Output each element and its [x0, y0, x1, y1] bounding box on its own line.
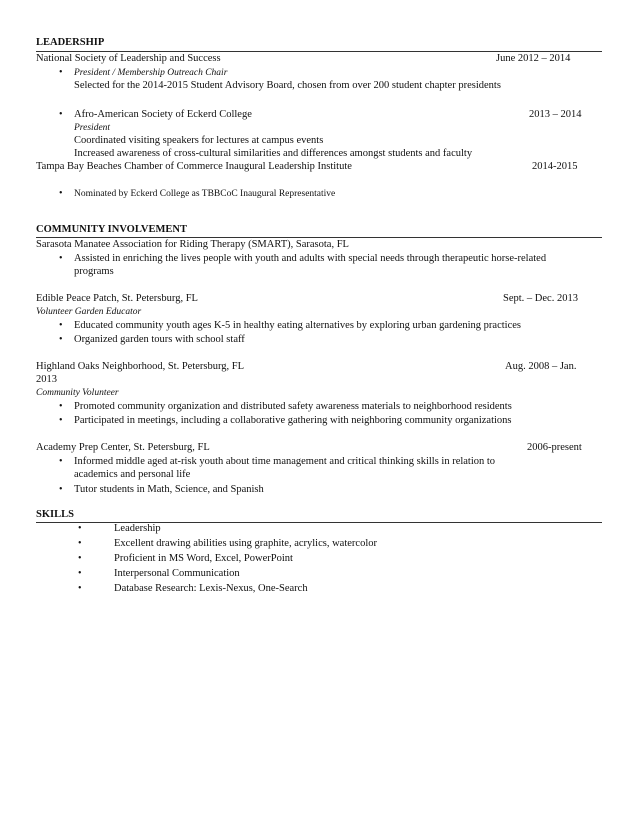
description: Informed middle aged at-risk youth about time management and critical thinking skills in relation to	[74, 456, 496, 467]
bullet-icon: •	[59, 484, 63, 495]
skill-item: Proficient in MS Word, Excel, PowerPoint	[114, 553, 293, 564]
leadership-heading: LEADERSHIP	[36, 37, 105, 48]
org-name: Tampa Bay Beaches Chamber of Commerce Inaugural Leadership Institute	[36, 161, 352, 172]
bullet-icon: •	[59, 320, 63, 331]
org-name: Sarasota Manatee Association for Riding Therapy (SMART), Sarasota, FL	[36, 239, 349, 250]
org-dates: Aug. 2008 – Jan.	[505, 361, 577, 372]
description: Tutor students in Math, Science, and Spanish	[74, 484, 264, 495]
org-name: National Society of Leadership and Success	[36, 53, 221, 64]
description: Organized garden tours with school staff	[74, 334, 245, 345]
bullet-icon: •	[59, 334, 63, 345]
description: Educated community youth ages K-5 in healthy eating alternatives by exploring urban gardening practices	[74, 320, 521, 331]
skill-item: Database Research: Lexis-Nexus, One-Search	[114, 583, 308, 594]
bullet-icon: •	[59, 456, 63, 467]
leadership-rule	[36, 51, 602, 52]
org-dates: Sept. – Dec. 2013	[503, 293, 578, 304]
description: Promoted community organization and distributed safety awareness materials to neighborhood residents	[74, 401, 512, 412]
bullet-icon: •	[59, 67, 63, 78]
description: programs	[74, 266, 114, 277]
bullet-icon: •	[59, 188, 63, 199]
org-name: Academy Prep Center, St. Petersburg, FL	[36, 442, 210, 453]
bullet-icon: •	[59, 415, 63, 426]
description: Assisted in enriching the lives people with youth and adults with special needs through therapeutic horse-related	[74, 253, 547, 264]
skill-item: Leadership	[114, 523, 161, 534]
org-dates-continued: 2013	[36, 374, 57, 385]
description: Selected for the 2014-2015 Student Advisory Board, chosen from over 200 student chapter presidents	[74, 80, 501, 91]
bullet-icon: •	[78, 568, 82, 579]
skill-item: Excellent drawing abilities using graphite, acrylics, watercolor	[114, 538, 377, 549]
org-name: Afro-American Society of Eckerd College	[74, 109, 252, 120]
org-dates: 2014-2015	[532, 161, 578, 172]
org-dates: June 2012 – 2014	[496, 53, 571, 64]
community-heading: COMMUNITY INVOLVEMENT	[36, 224, 187, 235]
role-title: President	[74, 123, 111, 133]
bullet-icon: •	[78, 583, 82, 594]
org-name: Highland Oaks Neighborhood, St. Petersburg, FL	[36, 361, 245, 372]
skills-heading: SKILLS	[36, 509, 74, 520]
bullet-icon: •	[78, 538, 82, 549]
org-name: Edible Peace Patch, St. Petersburg, FL	[36, 293, 198, 304]
bullet-icon: •	[59, 109, 63, 120]
bullet-icon: •	[59, 253, 63, 264]
bullet-icon: •	[78, 523, 82, 534]
description: Participated in meetings, including a collaborative gathering with neighboring community organizations	[74, 415, 512, 426]
description: Coordinated visiting speakers for lectures at campus events	[74, 135, 324, 146]
bullet-icon: •	[59, 401, 63, 412]
org-dates: 2013 – 2014	[529, 109, 582, 120]
description: Nominated by Eckerd College as TBBCoC Inaugural Representative	[74, 189, 336, 199]
community-rule	[36, 237, 602, 238]
skill-item: Interpersonal Communication	[114, 568, 240, 579]
role-title: Volunteer Garden Educator	[36, 307, 142, 317]
role-title: President / Membership Outreach Chair	[74, 68, 228, 78]
org-dates: 2006-present	[527, 442, 582, 453]
description: Increased awareness of cross-cultural similarities and differences amongst students and faculty	[74, 148, 473, 159]
bullet-icon: •	[78, 553, 82, 564]
role-title: Community Volunteer	[36, 388, 119, 398]
description: academics and personal life	[74, 469, 191, 480]
